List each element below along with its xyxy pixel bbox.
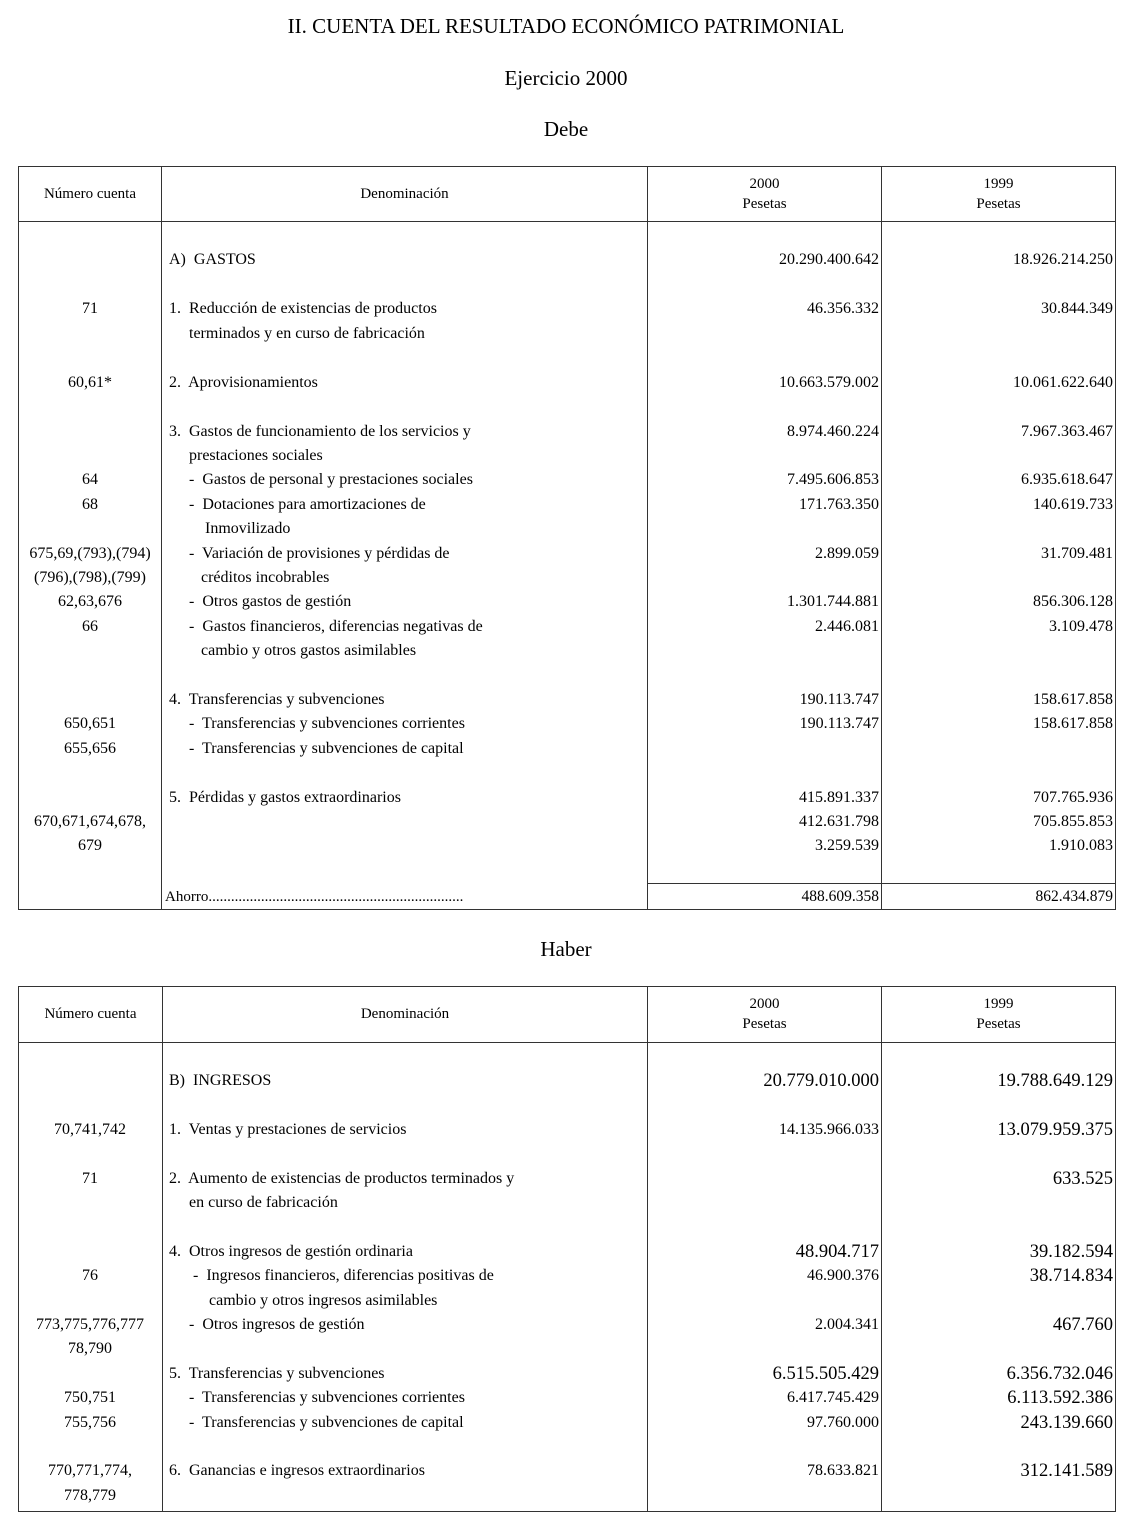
amount-2000: 97.760.000 [807,1414,879,1431]
denomination: 3. Gastos de funcionamiento de los servicios y [169,423,471,440]
amount-2000: 14.135.966.033 [779,1121,879,1138]
account-number: 770,771,774, [48,1462,132,1479]
header-account: Número cuenta [44,1006,137,1022]
account-number: 68 [82,496,98,513]
account-number: 78,790 [68,1340,112,1357]
amount-1999: 6.356.732.046 [1006,1364,1113,1384]
amount-2000: 20.779.010.000 [763,1071,879,1091]
account-number: 60,61* [68,374,112,391]
denomination: 5. Pérdidas y gastos extraordinarios [169,789,401,806]
amount-2000: 6.515.505.429 [772,1364,879,1384]
amount-1999: 705.855.853 [1033,813,1113,830]
amount-1999: 10.061.622.640 [1013,374,1113,391]
amount-2000: 190.113.747 [799,691,879,708]
account-number: 755,756 [64,1414,116,1431]
amount-1999: 30.844.349 [1041,300,1113,317]
amount-1999: 707.765.936 [1033,789,1113,806]
haber-table [18,986,1116,1512]
denomination: - Transferencias y subvenciones corrientes [169,715,465,732]
amount-2000: 2.004.341 [815,1316,879,1333]
ahorro-1999: 862.434.879 [1035,888,1113,905]
account-number: 750,751 [64,1389,116,1406]
account-number: 71 [82,1170,98,1187]
denomination: cambio y otros gastos asimilables [169,642,417,659]
account-number: 650,651 [64,715,116,732]
ahorro-label: Ahorro.................................................................... [165,889,464,905]
denomination: - Gastos de personal y prestaciones sociales [169,471,473,488]
header-1999: 1999 Pesetas [976,176,1021,212]
amount-1999: 6.113.592.386 [1007,1388,1113,1408]
account-number: 670,671,674,678, [34,813,146,830]
account-number: 71 [82,300,98,317]
amount-1999: 467.760 [1052,1315,1113,1335]
amount-1999: 158.617.858 [1033,715,1113,732]
amount-2000: 6.417.745.429 [787,1389,879,1406]
denomination: - Otros ingresos de gestión [169,1316,365,1333]
account-number: (796),(798),(799) [34,569,146,586]
denomination: 1. Reducción de existencias de productos [169,300,437,317]
amount-2000: 7.495.606.853 [787,471,879,488]
amount-1999: 19.788.649.129 [997,1071,1113,1091]
amount-1999: 18.926.214.250 [1013,251,1113,268]
account-number: 76 [82,1267,98,1284]
debe-table [18,166,1116,910]
account-number: 62,63,676 [58,593,122,610]
denomination: 4. Otros ingresos de gestión ordinaria [169,1243,413,1260]
amount-1999: 7.967.363.467 [1021,423,1113,440]
denomination: - Dotaciones para amortizaciones de [169,496,426,513]
account-number: 655,656 [64,740,116,757]
amount-1999: 3.109.478 [1049,618,1113,635]
denomination: - Transferencias y subvenciones de capital [169,740,464,757]
amount-1999: 31.709.481 [1041,545,1113,562]
debe-heading: Debe [543,117,589,141]
amount-2000: 412.631.798 [799,813,879,830]
amount-1999: 856.306.128 [1033,593,1113,610]
denomination: - Ingresos financieros, diferencias positivas de [169,1267,494,1284]
amount-2000: 1.301.744.881 [787,593,879,610]
amount-2000: 46.900.376 [807,1267,879,1284]
denomination: A) GASTOS [169,251,256,268]
amount-2000: 48.904.717 [795,1242,879,1262]
denomination: 4. Transferencias y subvenciones [169,691,385,708]
amount-1999: 158.617.858 [1033,691,1113,708]
account-number: 66 [82,618,98,635]
document-title: II. CUENTA DEL RESULTADO ECONÓMICO PATRIMONIAL [287,14,845,38]
header-2000: 2000 Pesetas [742,996,787,1032]
amount-1999: 140.619.733 [1033,496,1113,513]
amount-2000: 10.663.579.002 [779,374,879,391]
amount-1999: 38.714.834 [1029,1266,1113,1286]
amount-1999: 6.935.618.647 [1021,471,1113,488]
amount-2000: 8.974.460.224 [787,423,879,440]
amount-2000: 2.446.081 [815,618,879,635]
amount-1999: 39.182.594 [1029,1242,1113,1262]
amount-1999: 1.910.083 [1049,837,1113,854]
denomination: 2. Aprovisionamientos [169,374,318,391]
amount-1999: 243.139.660 [1020,1413,1113,1433]
account-number: 675,69,(793),(794) [29,545,151,562]
header-denomination: Denominación [360,186,449,202]
header-account: Número cuenta [43,186,137,202]
denomination: en curso de fabricación [169,1194,338,1211]
denomination: - Transferencias y subvenciones de capital [169,1414,464,1431]
ahorro-2000: 488.609.358 [801,888,879,905]
denomination: cambio y otros ingresos asimilables [169,1292,438,1309]
denomination: 5. Transferencias y subvenciones [169,1365,385,1382]
denomination: terminados y en curso de fabricación [169,325,425,342]
account-number: 679 [78,837,102,854]
amount-1999: 312.141.589 [1020,1461,1113,1481]
amount-2000: 190.113.747 [799,715,879,732]
account-number: 778,779 [64,1487,116,1504]
amount-1999: 13.079.959.375 [997,1120,1113,1140]
account-number: 70,741,742 [54,1121,126,1138]
header-denomination: Denominación [360,1006,450,1022]
amount-2000: 20.290.400.642 [779,251,879,268]
denomination: 1. Ventas y prestaciones de servicios [169,1121,407,1138]
denomination: - Gastos financieros, diferencias negativas de [169,618,483,635]
account-number: 64 [82,471,98,488]
denomination: Inmovilizado [169,520,291,537]
denomination: - Transferencias y subvenciones corrientes [169,1389,465,1406]
amount-2000: 171.763.350 [799,496,879,513]
denomination: B) INGRESOS [169,1072,272,1089]
amount-2000: 415.891.337 [799,789,879,806]
amount-2000: 3.259.539 [815,837,879,854]
fiscal-year: Ejercicio 2000 [504,66,628,90]
denomination: - Variación de provisiones y pérdidas de [169,545,450,562]
amount-2000: 46.356.332 [807,300,879,317]
amount-2000: 78.633.821 [807,1462,879,1479]
denomination: - Otros gastos de gestión [169,593,352,610]
account-number: 773,775,776,777 [36,1316,144,1333]
amount-2000: 2.899.059 [815,545,879,562]
haber-heading: Haber [540,937,592,961]
denomination: créditos incobrables [169,569,330,586]
header-1999: 1999 Pesetas [976,996,1021,1032]
denomination: 6. Ganancias e ingresos extraordinarios [169,1462,425,1479]
amount-1999: 633.525 [1052,1169,1113,1189]
denomination: 2. Aumento de existencias de productos terminados y [169,1170,515,1187]
header-2000: 2000 Pesetas [742,176,787,212]
denomination: prestaciones sociales [169,447,323,464]
